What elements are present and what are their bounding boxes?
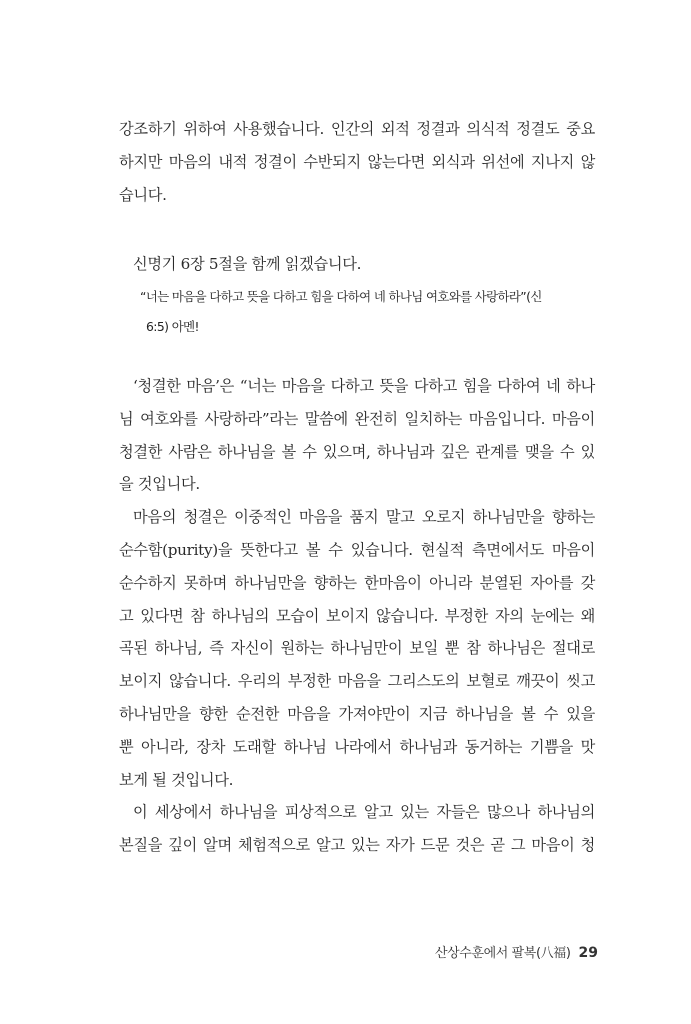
text-line: 이 세상에서 하나님을 피상적으로 알고 있는 자들은 많으나 하나님의 (133, 803, 595, 822)
paragraph-4 (119, 796, 595, 862)
text-line: 순수함(purity)을 뜻한다고 볼 수 있습니다. 현실적 측면에서도 마음이 (119, 540, 595, 559)
text-line: 마음의 청결은 이중적인 마음을 품지 말고 오로지 하나님만을 향하는 (133, 508, 595, 527)
text-line: 님 여호와를 사랑하라”라는 말씀에 완전히 일치하는 마음입니다. 마음이 (119, 409, 595, 428)
text-line: 본질을 깊이 알며 체험적으로 알고 있는 자가 드문 것은 곧 그 마음이 청 (119, 836, 595, 855)
text-line: ‘청결한 마음’은 “너는 마음을 다하고 뜻을 다하고 힘을 다하여 네 하나 (133, 377, 595, 395)
page-footer (435, 942, 598, 961)
text-line: 청결한 사람은 하나님을 볼 수 있으며, 하나님과 깊은 관계를 맺을 수 있 (119, 442, 595, 461)
text-line: 강조하기 위하여 사용했습니다. 인간의 외적 정결과 의식적 정결도 중요 (119, 120, 595, 138)
scripture-quote (140, 282, 580, 342)
text-line: 순수하지 못하며 하나님만을 향하는 한마음이 아니라 분열된 자아를 갖 (119, 573, 595, 592)
text-line: 보게 될 것입니다. (119, 770, 234, 789)
paragraph-1 (119, 113, 595, 212)
text-line: 하지만 마음의 내적 정결이 수반되지 않는다면 외식과 위선에 지나지 않 (119, 153, 595, 171)
quote-line: “너는 마음을 다하고 뜻을 다하고 힘을 다하여 네 하나님 여호와를 사랑하라”(신 (140, 289, 542, 304)
text-line: 고 있다면 참 하나님의 모습이 보이지 않습니다. 부정한 자의 눈에는 왜 (119, 606, 595, 625)
paragraph-3 (119, 501, 595, 796)
text-line: 보이지 않습니다. 우리의 부정한 마음을 그리스도의 보혈로 깨끗이 씻고 (119, 672, 595, 691)
page-number: 29 (578, 945, 598, 961)
text-line: 을 것입니다. (119, 475, 200, 494)
running-title: 산상수훈에서 팔복(八福) (434, 946, 571, 961)
paragraph-2 (119, 370, 595, 501)
quote-line: 6:5) 아멘! (146, 319, 199, 334)
text-line: 습니다. (119, 186, 167, 204)
verse-intro: 신명기 6장 5절을 함께 읽겠습니다. (133, 255, 362, 273)
text-line: 뿐 아니라, 장차 도래할 하나님 나라에서 하나님과 동거하는 기쁨을 맛 (119, 737, 595, 756)
text-line: 곡된 하나님, 즉 자신이 원하는 하나님만이 보일 뿐 참 하나님은 절대로 (119, 639, 595, 658)
text-line: 하나님만을 향한 순전한 마음을 가져야만이 지금 하나님을 볼 수 있을 (119, 704, 595, 723)
main-body (119, 370, 595, 862)
